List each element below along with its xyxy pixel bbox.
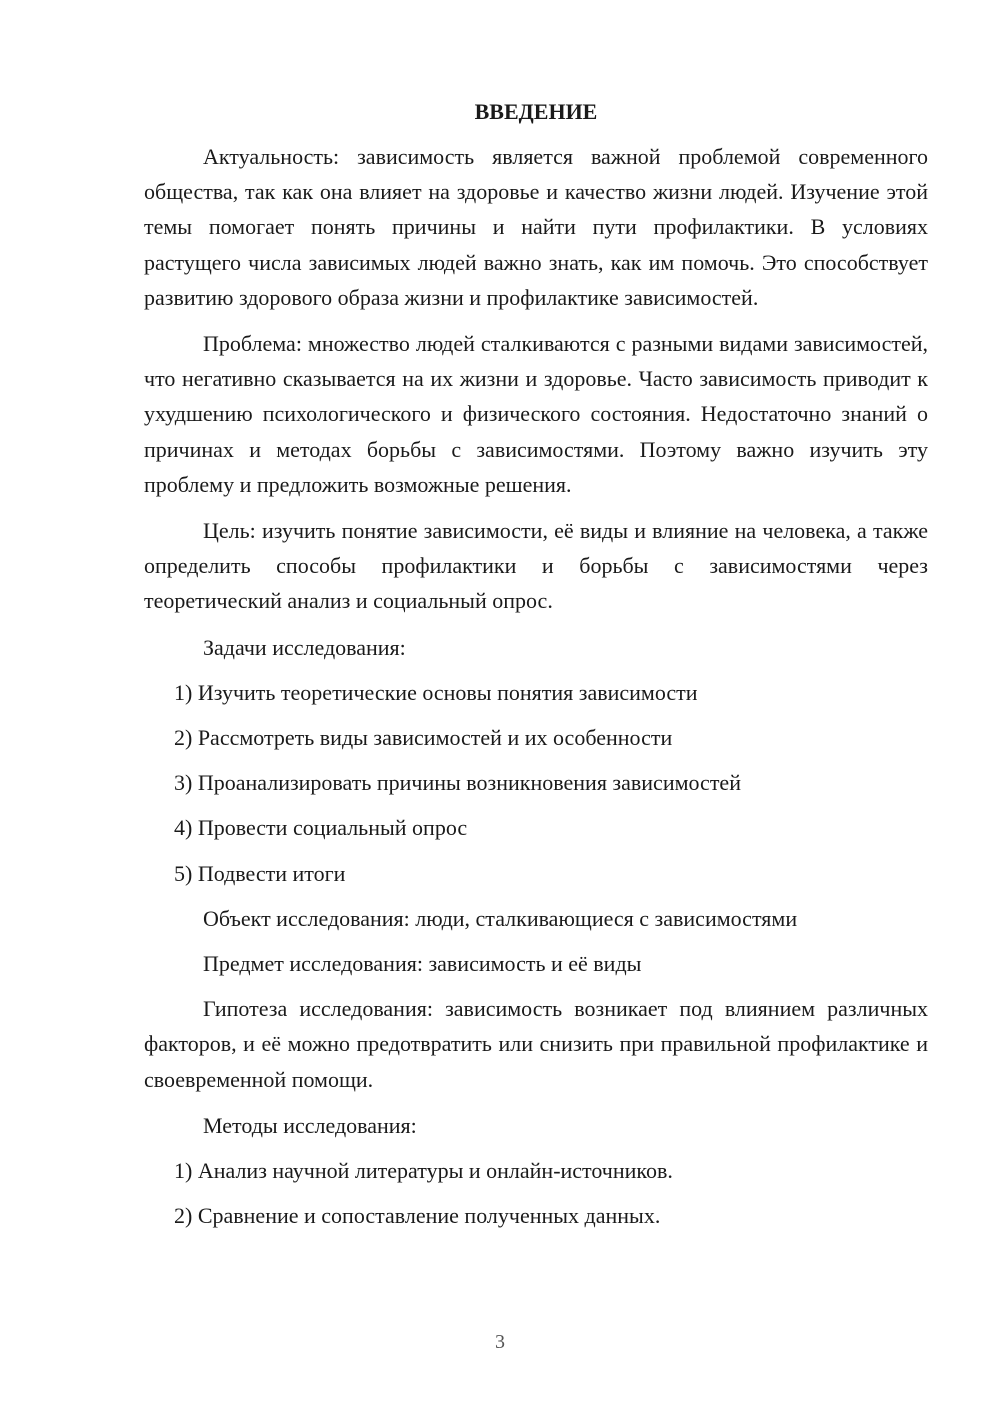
page-number: 3 [495, 1331, 505, 1353]
goal-paragraph: Цель: изучить понятие зависимости, её виды и влияние на человека, а также определить способы профилактики и борьбы с зависимостями через теоретический анализ и социальный опрос. [144, 518, 928, 614]
method-item: 1) Анализ научной литературы и онлайн-источников. [174, 1158, 673, 1184]
problem-paragraph: Проблема: множество людей сталкиваются с разными видами зависимостей, что негативно сказывается на их жизни и здоровье. Часто зависимость приводит к ухудшению психологического и физического состояния. Недостаточно знаний о причинах и методах борьбы с зависимостями. Поэтому важно изучить эту проблему и предложить возможные решения. [144, 331, 928, 497]
object-line: Объект исследования: люди, сталкивающиеся с зависимостями [203, 905, 798, 931]
methods-list [144, 1153, 928, 1233]
task-item: 1) Изучить теоретические основы понятия зависимости [174, 679, 698, 705]
tasks-list [144, 675, 928, 891]
section-title: ВВЕДЕНИЕ [474, 99, 598, 124]
subject-line: Предмет исследования: зависимость и её виды [203, 951, 642, 977]
task-item: 5) Подвести итоги [174, 860, 346, 886]
methods-heading: Методы исследования: [203, 1112, 417, 1138]
tasks-heading: Задачи исследования: [203, 634, 406, 660]
document-page [144, 94, 928, 1243]
task-item: 4) Провести социальный опрос [174, 815, 468, 841]
hypothesis-paragraph: Гипотеза исследования: зависимость возникает под влиянием различных факторов, и её можно предотвратить или снизить при правильной профилактике и своевременной помощи. [144, 996, 928, 1092]
relevance-paragraph: Актуальность: зависимость является важной проблемой современного общества, так как она влияет на здоровье и качество жизни людей. Изучение этой темы помогает понять причины и найти пути профилактики. В условиях растущего числа зависимых людей важно знать, как им помочь. Это способствует развитию здорового образа жизни и профилактике зависимостей. [144, 144, 928, 310]
method-item: 2) Сравнение и сопоставление полученных данных. [174, 1203, 661, 1229]
task-item: 3) Проанализировать причины возникновения зависимостей [174, 770, 741, 796]
task-item: 2) Рассмотреть виды зависимостей и их особенности [174, 725, 673, 751]
